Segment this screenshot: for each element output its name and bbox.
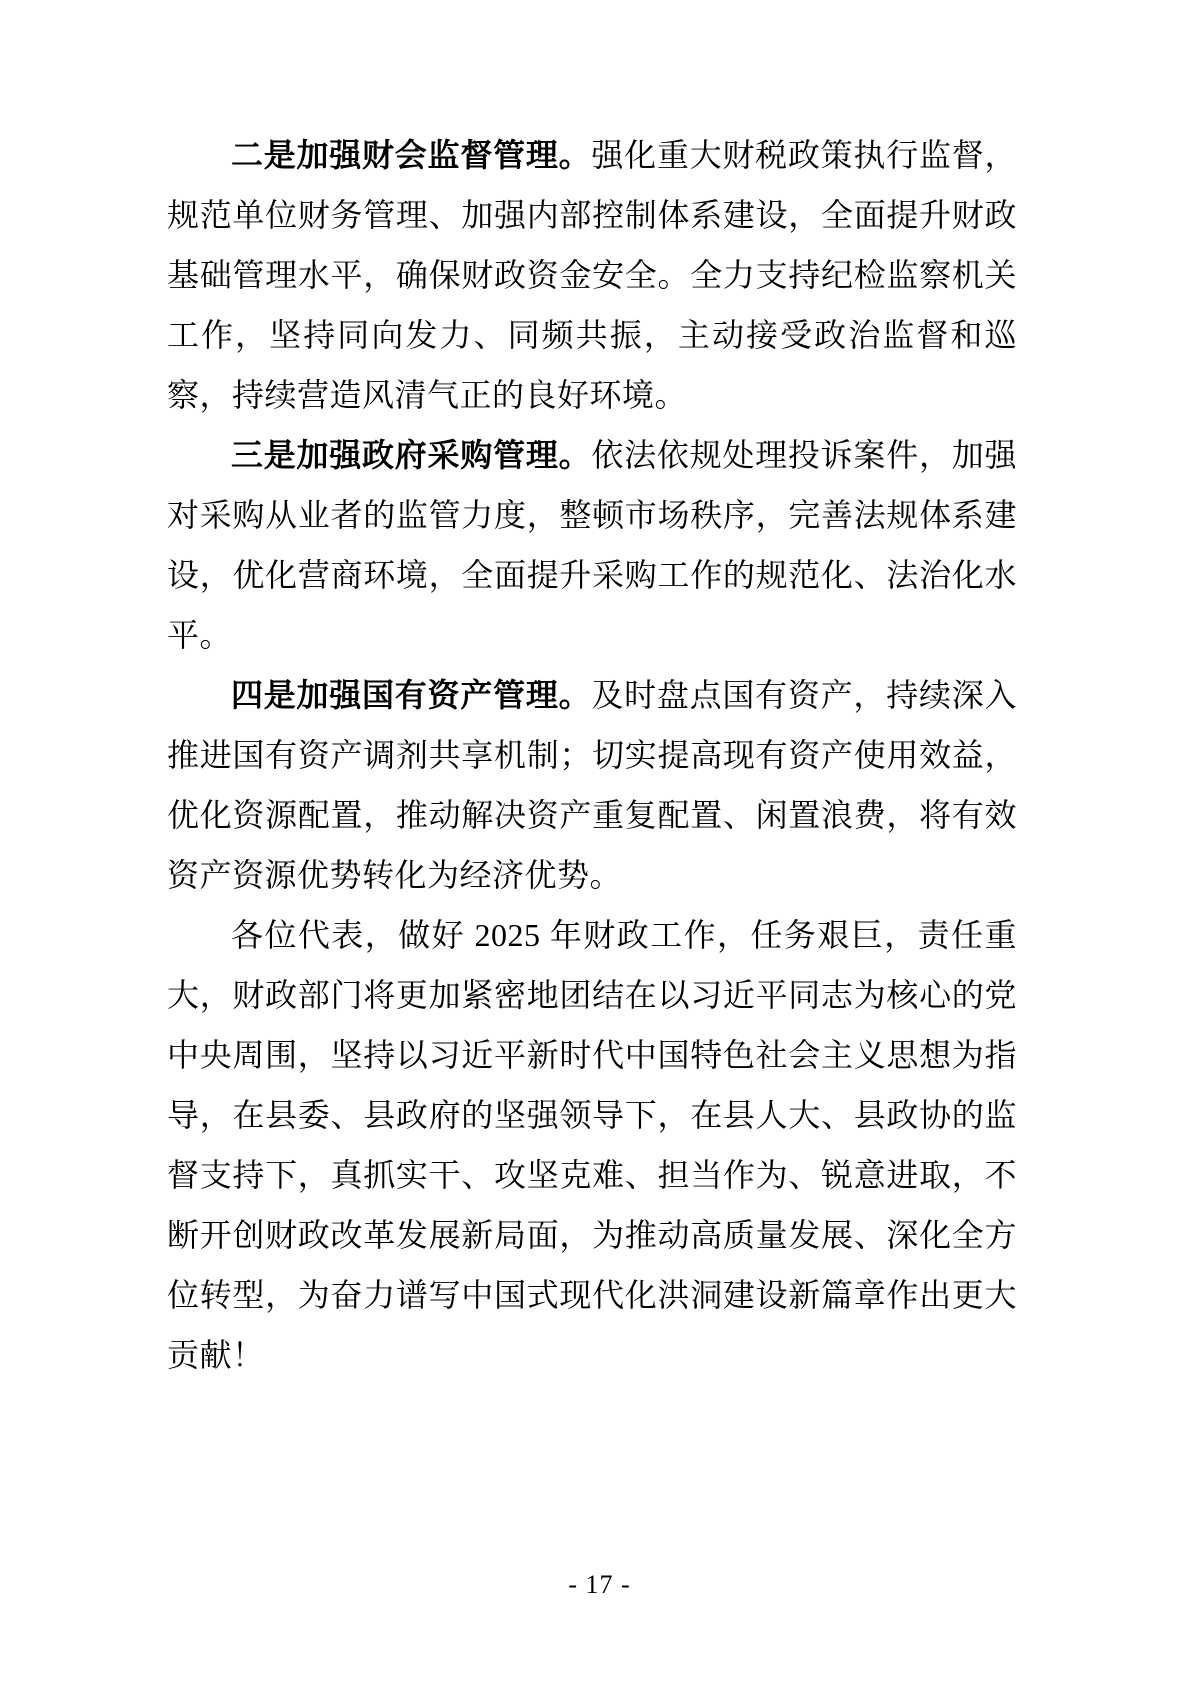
paragraph-lead: 四是加强国有资产管理。: [231, 677, 592, 713]
page-footer: [0, 1570, 1199, 1600]
paragraph-state-assets: [167, 665, 1017, 905]
paragraph-government-procurement: [167, 425, 1017, 665]
document-body: [167, 125, 1017, 1385]
paragraph-lead: 二是加强财会监督管理。: [231, 137, 592, 173]
paragraph-text: 各位代表，做好 2025 年财政工作，任务艰巨，责任重大，财政部门将更加紧密地团结在以习近平同志为核心的党中央周围，坚持以习近平新时代中国特色社会主义思想为指导，在县委、县政府的坚强领导下，在县人大、县政协的监督支持下，真抓实干、攻坚克难、担当作为、锐意进取，不断开创财政改革发展新局面，为推动高质量发展、深化全方位转型，为奋力谱写中国式现代化洪洞建设新篇章作出更大贡献！: [167, 917, 1017, 1373]
paragraph-financial-supervision: [167, 125, 1017, 425]
paragraph-text: 依法依规处理投诉案件，加强对采购从业者的监管力度，整顿市场秩序，完善法规体系建设，优化营商环境，全面提升采购工作的规范化、法治化水平。: [167, 437, 1017, 653]
paragraph-lead: 三是加强政府采购管理。: [231, 437, 592, 473]
paragraph-text: 及时盘点国有资产，持续深入推进国有资产调剂共享机制；切实提高现有资产使用效益，优化资源配置，推动解决资产重复配置、闲置浪费，将有效资产资源优势转化为经济优势。: [167, 677, 1017, 893]
paragraph-closing-remarks: [167, 905, 1017, 1385]
paragraph-text: 强化重大财税政策执行监督，规范单位财务管理、加强内部控制体系建设，全面提升财政基础管理水平，确保财政资金安全。全力支持纪检监察机关工作，坚持同向发力、同频共振，主动接受政治监督和巡察，持续营造风清气正的良好环境。: [167, 137, 1017, 413]
page-number: - 17 -: [568, 1570, 631, 1599]
